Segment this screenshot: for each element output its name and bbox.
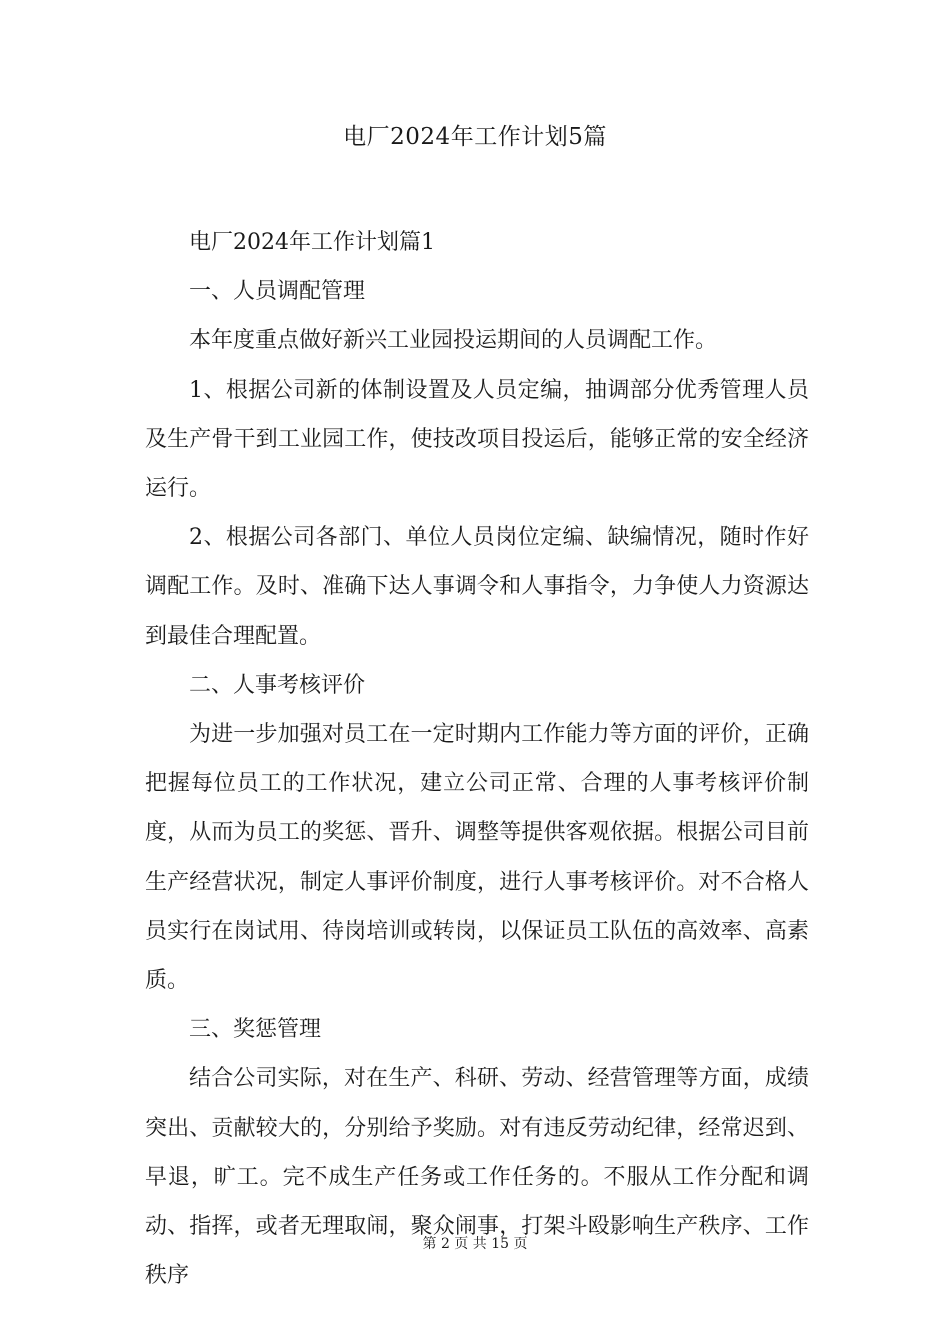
document-title: 电厂2024年工作计划5篇 [343,124,607,150]
body-paragraph: 本年度重点做好新兴工业园投运期间的人员调配工作。 [189,328,718,354]
document-body [145,218,809,1300]
page-number-footer: 第 2 页 共 15 页 [422,1236,528,1252]
body-paragraph: 结合公司实际，对在生产、科研、劳动、经营管理等方面，成绩突出、贡献较大的，分别给予奖励。对有违反劳动纪律，经常迟到、早退，旷工。完不成生产任务或工作任务的。不服从工作分配和调动、指挥，或者无理取闹，聚众闹事，打架斗殴影响生产秩序、工作秩序 [145,1066,809,1289]
body-paragraph: 1、根据公司新的体制设置及人员定编，抽调部分优秀管理人员及生产骨干到工业园工作，使技改项目投运后，能够正常的安全经济运行。 [145,377,809,502]
body-paragraph: 2、根据公司各部门、单位人员岗位定编、缺编情况，随时作好调配工作。及时、准确下达人事调令和人事指令，力争使人力资源达到最佳合理配置。 [145,525,809,649]
subsection-heading: 二、人事考核评价 [189,672,366,698]
section-heading: 电厂2024年工作计划篇1 [189,230,435,255]
subsection-heading: 三、奖惩管理 [189,1017,322,1043]
body-paragraph: 为进一步加强对员工在一定时期内工作能力等方面的评价，正确把握每位员工的工作状况，建立公司正常、合理的人事考核评价制度，从而为员工的奖惩、晋升、调整等提供客观依据。根据公司目前生产经营状况，制定人事评价制度，进行人事考核评价。对不合格人员实行在岗试用、待岗培训或转岗，以保证员工队伍的高效率、高素质。 [145,722,809,994]
subsection-heading: 一、人员调配管理 [189,279,366,305]
